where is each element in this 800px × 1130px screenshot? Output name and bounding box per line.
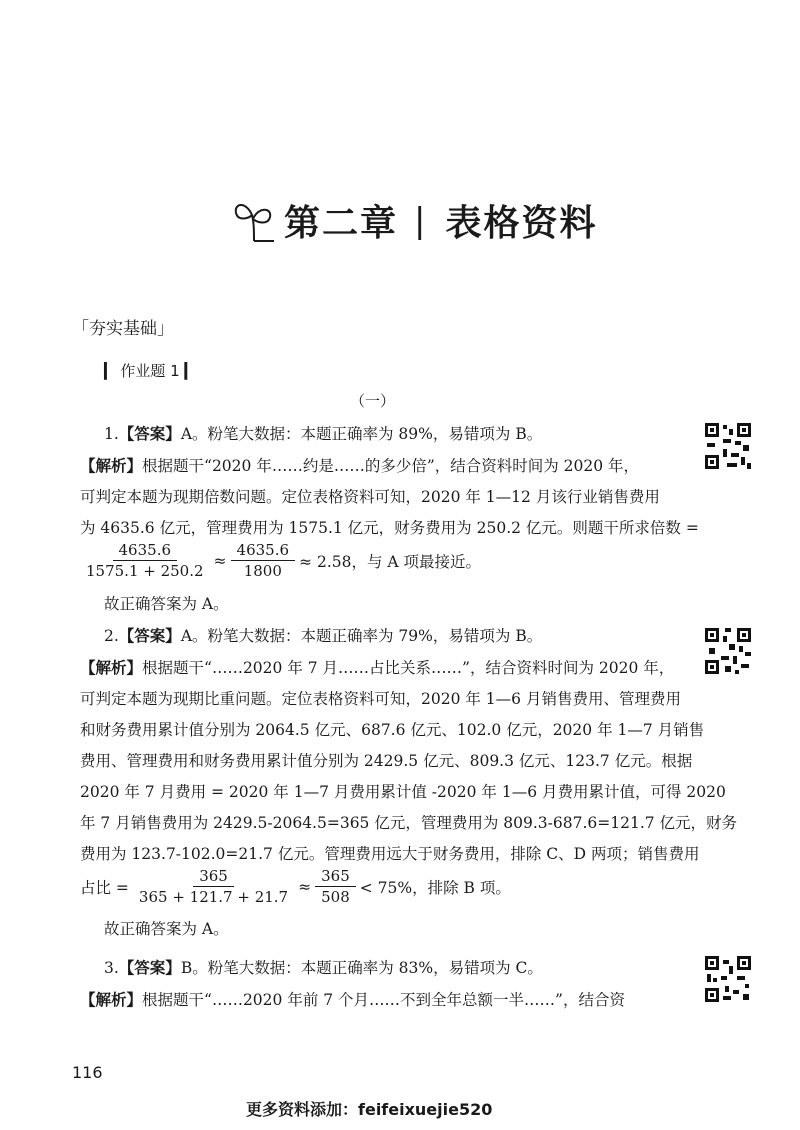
q3-answer-text: B。粉笔大数据：本题正确率为 83%，易错项为 C。	[180, 959, 543, 977]
q1-conclusion: 故正确答案为 A。	[104, 595, 229, 613]
q1-analysis-text-1: 根据题干“2020 年……约是……的多少倍”，结合资料时间为 2020 年，	[142, 457, 640, 475]
footer-note: 更多资料添加：feifeixuejie520	[246, 1100, 493, 1119]
qr-code-icon	[703, 421, 753, 471]
homework-label: 作业题 1	[120, 362, 180, 380]
q1-fraction-1-denominator: 1575.1 + 250.2	[86, 562, 204, 580]
q3-analysis-tag: 【解析】	[80, 991, 143, 1009]
q1-answer-tag: 【答案】	[118, 425, 181, 443]
q1-fraction-2-numerator: 4635.6	[231, 540, 296, 561]
section-label: 「夯实基础」	[72, 319, 174, 339]
q2-analysis-line-1	[80, 656, 674, 678]
q2-analysis-line-7: 费用为 123.7-102.0=21.7 亿元。管理费用远大于财务费用，排除 C、D 两项；销售费用	[80, 845, 700, 863]
q2-analysis-text-1: 根据题干“……2020 年 7 月……占比关系……”，结合资料时间为 2020 年，	[142, 659, 675, 677]
q1-answer	[104, 422, 542, 444]
q2-fraction-2-numerator: 365	[315, 866, 356, 887]
homework-right-bar: ▎	[184, 362, 196, 380]
q1-analysis-tag: 【解析】	[80, 457, 143, 475]
page-number: 116	[72, 1063, 103, 1082]
chapter-separator: |	[414, 200, 426, 241]
q1-analysis-line-3: 为 4635.6 亿元，管理费用为 1575.1 亿元，财务费用为 250.2 亿元。则题干所求倍数 =	[80, 519, 699, 537]
q1-fraction-2	[231, 540, 296, 581]
subsection-number: （一）	[350, 392, 396, 410]
chapter-title-left: 第二章	[284, 203, 399, 244]
q1-analysis-line-1	[80, 454, 639, 476]
q1-answer-text: A。粉笔大数据：本题正确率为 89%，易错项为 B。	[180, 425, 543, 443]
q2-fraction-1-denominator: 365 + 121.7 + 21.7	[138, 888, 289, 906]
q2-analysis-line-6: 年 7 月销售费用为 2429.5-2064.5=365 亿元，管理费用为 809.3-687.6=121.7 亿元，财务	[80, 814, 738, 832]
q1-result: ≈ 2.58，与 A 项最接近。	[299, 552, 482, 571]
qr-code-1[interactable]	[703, 421, 753, 471]
q2-fraction-2	[315, 866, 356, 907]
q1-approx-sign: ≈	[213, 551, 227, 570]
q2-result: < 75%，排除 B 项。	[359, 878, 511, 897]
q1-formula	[80, 540, 481, 581]
q2-answer-tag: 【答案】	[118, 627, 181, 645]
sprout-icon	[228, 197, 280, 245]
q1-fraction-2-denominator: 1800	[243, 562, 282, 580]
q2-fraction-2-denominator: 508	[321, 888, 350, 906]
qr-code-icon	[703, 954, 753, 1004]
q3-analysis-line-1	[80, 988, 625, 1010]
q3-answer-tag: 【答案】	[118, 959, 181, 977]
homework-left-bar: ▎	[104, 362, 116, 380]
qr-code-3[interactable]	[703, 954, 753, 1004]
homework-heading	[104, 360, 196, 381]
q2-answer	[104, 624, 542, 646]
q2-formula	[80, 866, 511, 907]
q2-analysis-tag: 【解析】	[80, 659, 143, 677]
q1-analysis-line-2: 可判定本题为现期倍数问题。定位表格资料可知，2020 年 1—12 月该行业销售费用	[80, 488, 660, 506]
q2-analysis-line-2: 可判定本题为现期比重问题。定位表格资料可知，2020 年 1—6 月销售费用、管理费用	[80, 690, 681, 708]
q2-analysis-line-5: 2020 年 7 月费用 = 2020 年 1—7 月费用累计值 -2020 年 1—6 月费用累计值，可得 2020	[80, 783, 726, 801]
q3-answer	[104, 956, 543, 978]
q2-analysis-line-3: 和财务费用累计值分别为 2064.5 亿元、687.6 亿元、102.0 亿元，2020 年 1—7 月销售	[80, 721, 705, 739]
q2-conclusion: 故正确答案为 A。	[104, 920, 229, 938]
qr-code-2[interactable]	[703, 626, 753, 676]
q2-analysis-line-4: 费用、管理费用和财务费用累计值分别为 2429.5 亿元、809.3 亿元、123.7 亿元。根据	[80, 752, 693, 770]
q1-fraction-1	[80, 540, 210, 581]
q1-number: 1.	[104, 425, 119, 443]
qr-code-icon	[703, 626, 753, 676]
q2-answer-text: A。粉笔大数据：本题正确率为 79%，易错项为 B。	[180, 627, 543, 645]
q1-fraction-1-numerator: 4635.6	[113, 540, 178, 561]
q2-number: 2.	[104, 627, 119, 645]
q2-approx-sign: ≈	[298, 877, 312, 896]
q2-fraction-1	[133, 866, 294, 907]
chapter-title-right: 表格资料	[445, 203, 598, 244]
q3-number: 3.	[104, 959, 119, 977]
chapter-heading	[228, 195, 598, 246]
q2-fraction-1-numerator: 365	[193, 866, 234, 887]
q2-ratio-prefix: 占比 =	[80, 878, 129, 897]
q3-analysis-text-1: 根据题干“……2020 年前 7 个月……不到全年总额一半……”，结合资	[142, 991, 625, 1009]
